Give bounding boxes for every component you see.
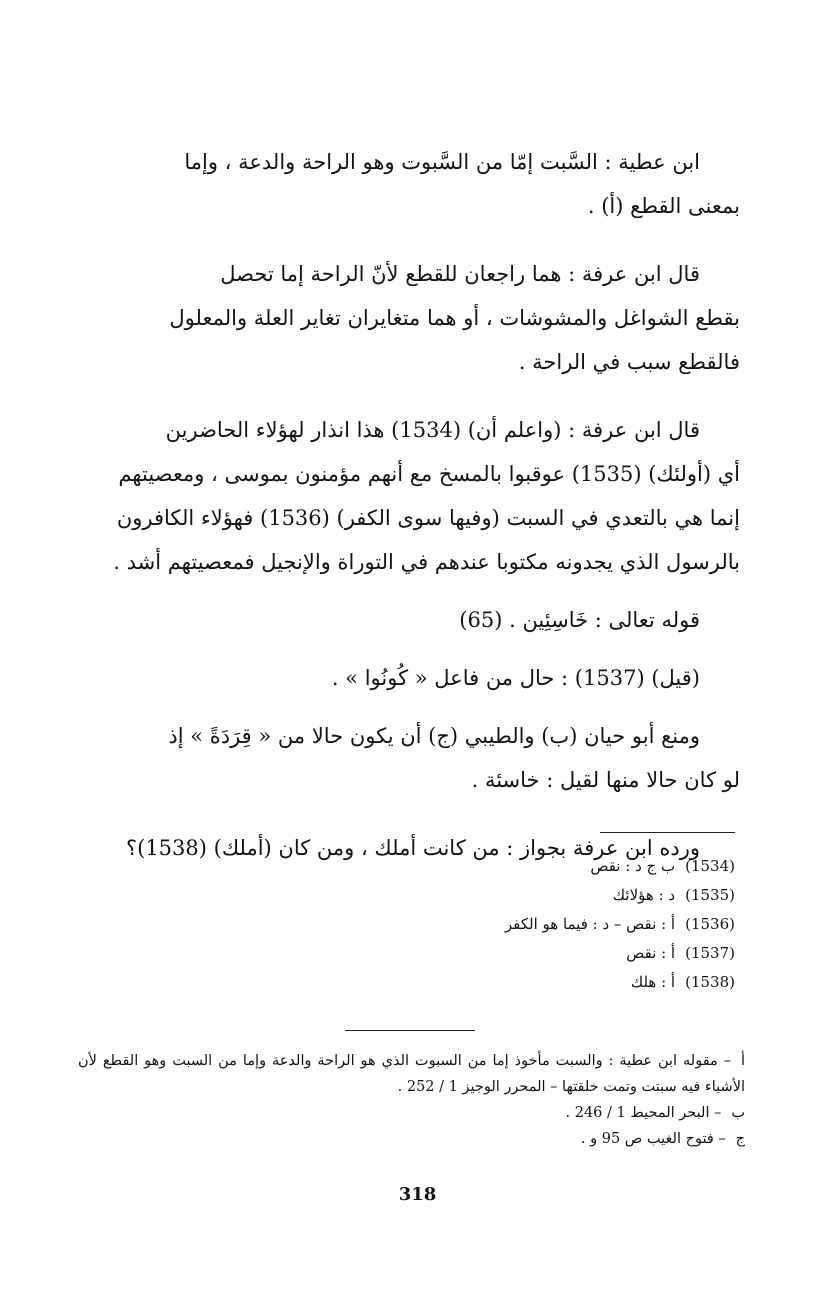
variant-footnotes [505, 852, 735, 997]
text-line: بقطع الشواغل والمشوشات ، أو هما متغايران تغاير العلة والمعلول [169, 306, 740, 330]
source-footnotes [78, 1048, 745, 1152]
source-divider [345, 1030, 475, 1031]
variant-note [505, 852, 735, 881]
text-line: إنما هي بالتعدي في السبت (وفيها سوى الكفر) (1536) فهؤلاء الكافرون [116, 506, 740, 530]
paragraph-qila [65, 656, 740, 700]
variant-number: (1537) [685, 944, 735, 962]
source-text: – فتوح الغيب ص 95 و . [580, 1131, 726, 1147]
variant-text: أ : هلك [630, 973, 676, 991]
text-line: أي (أولئك) (1535) عوقبوا بالمسخ مع أنهم مؤمنون بموسى ، ومعصيتهم [118, 462, 740, 486]
variant-number: (1535) [685, 886, 735, 904]
text-line: قال ابن عرفة : هما راجعان للقطع لأنّ الراحة إما تحصل [220, 262, 700, 286]
paragraph-ibn-arafa-1 [65, 252, 740, 384]
variant-text: أ : نقص – د : فيما هو الكفر [504, 915, 676, 933]
source-note [78, 1048, 745, 1100]
source-note [78, 1126, 745, 1152]
source-letter: ج [735, 1131, 745, 1147]
paragraph-verse [65, 598, 740, 642]
text-line: قال ابن عرفة : (واعلم أن) (1534) هذا انذار لهؤلاء الحاضرين [165, 418, 700, 442]
variant-number: (1534) [685, 857, 735, 875]
variant-text: أ : نقص [626, 944, 676, 962]
source-note [78, 1100, 745, 1126]
source-text: – مقوله ابن عطية : والسبت مأخوذ إما من السبوت الذي هو الراحة والدعة وإما من السبت وهو القطع لأن الأشياء فيه سبتت وتمت خلقتها – المحرر الوجيز 1 / 252 . [78, 1053, 745, 1095]
paragraph-abu-hayyan [65, 714, 740, 802]
variant-number: (1536) [685, 915, 735, 933]
variant-note [505, 939, 735, 968]
variant-number: (1538) [685, 973, 735, 991]
text-line: (قيل) (1537) : حال من فاعل « كُونُوا » . [331, 666, 700, 690]
source-text: – البحر المحيط 1 / 246 . [565, 1105, 722, 1121]
text-line: ورده ابن عرفة بجواز : من كانت أملك ، ومن كان (أملك) (1538)؟ [125, 836, 700, 860]
source-letter: أ [740, 1053, 745, 1069]
variant-text: ب ج د : نقص [590, 857, 676, 875]
text-line: بمعنى القطع (أ) . [587, 194, 740, 218]
text-line: بالرسول الذي يجدونه مكتوبا عندهم في التوراة والإنجيل فمعصيتهم أشد . [113, 550, 740, 574]
text-line: ومنع أبو حيان (ب) والطيبي (ج) أن يكون حالا من « قِرَدَةً » إذ [168, 724, 700, 748]
page-number: 318 [398, 1184, 437, 1205]
paragraph-ibn-arafa-2 [65, 408, 740, 584]
text-line: لو كان حالا منها لقيل : خاسئة . [471, 768, 740, 792]
variant-text: د : هؤلائك [612, 886, 676, 904]
footnote-divider [600, 832, 735, 833]
main-text [65, 140, 740, 870]
variant-note [505, 910, 735, 939]
variant-note [505, 968, 735, 997]
text-line: فالقطع سبب في الراحة . [518, 350, 740, 374]
text-line: ابن عطية : السَّبت إمّا من السَّبوت وهو الراحة والدعة ، وإما [184, 150, 700, 174]
variant-note [505, 881, 735, 910]
text-line: قوله تعالى : خَاسِئِين . (65) [459, 608, 700, 632]
source-letter: ب [731, 1105, 745, 1121]
paragraph-ibn-atiyya [65, 140, 740, 228]
